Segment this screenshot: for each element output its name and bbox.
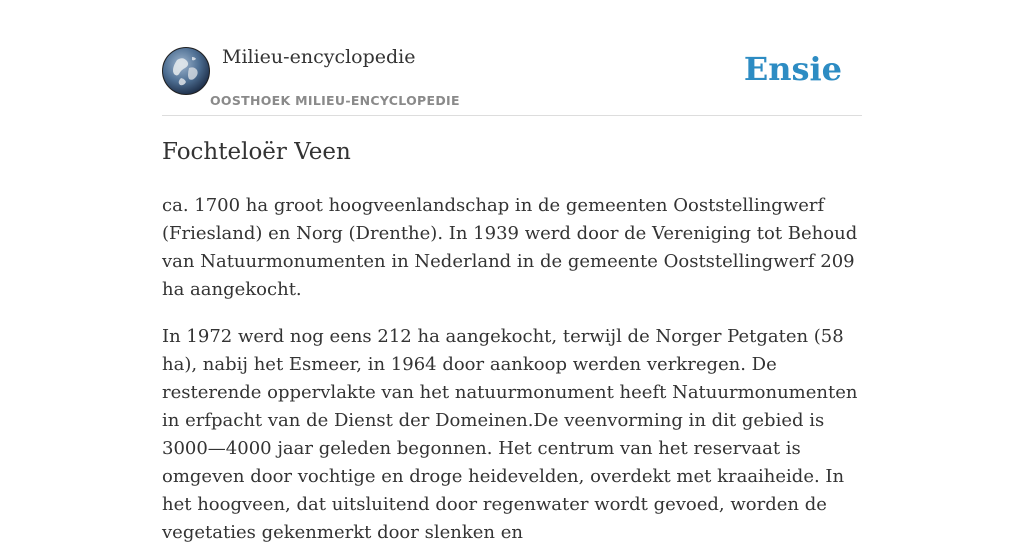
article-title: Fochteloër Veen (162, 139, 351, 165)
site-header (162, 0, 862, 116)
page-container (162, 0, 862, 543)
article-paragraph-1: ca. 1700 ha groot hoogveenlandschap in de gemeenten Ooststellingwerf (Friesland) en Norg (Drenthe). In 1939 werd door de Vereniging tot Behoud van Natuurmonumenten in Nederland in de gemeente Ooststellingwerf 209 ha aangekocht. (162, 195, 858, 300)
site-subtitle: OOSTHOEK MILIEU-ENCYCLOPEDIE (210, 93, 460, 108)
ensie-brand-logo[interactable]: Ensie (743, 50, 842, 88)
globe-icon-graphic (163, 48, 209, 94)
site-title[interactable]: Milieu-encyclopedie (222, 46, 416, 68)
article-paragraph-2: In 1972 werd nog eens 212 ha aangekocht, terwijl de Norger Petgaten (58 ha), nabij het Esmeer, in 1964 door aankoop werden verkregen. De resterende oppervlakte van het natuurmonument heeft Natuurmonumenten in erfpacht van de Dienst der Domeinen.De veenvorming in dit gebied is 3000—4000 jaar geleden begonnen. Het centrum van het reservaat is omgeven door vochtige en droge heidevelden, overdekt met kraaiheide. In het hoogveen, dat uitsluitend door regenwater wordt gevoed, worden de vegetaties gekenmerkt door slenken en (162, 326, 858, 543)
globe-icon[interactable] (162, 47, 210, 95)
